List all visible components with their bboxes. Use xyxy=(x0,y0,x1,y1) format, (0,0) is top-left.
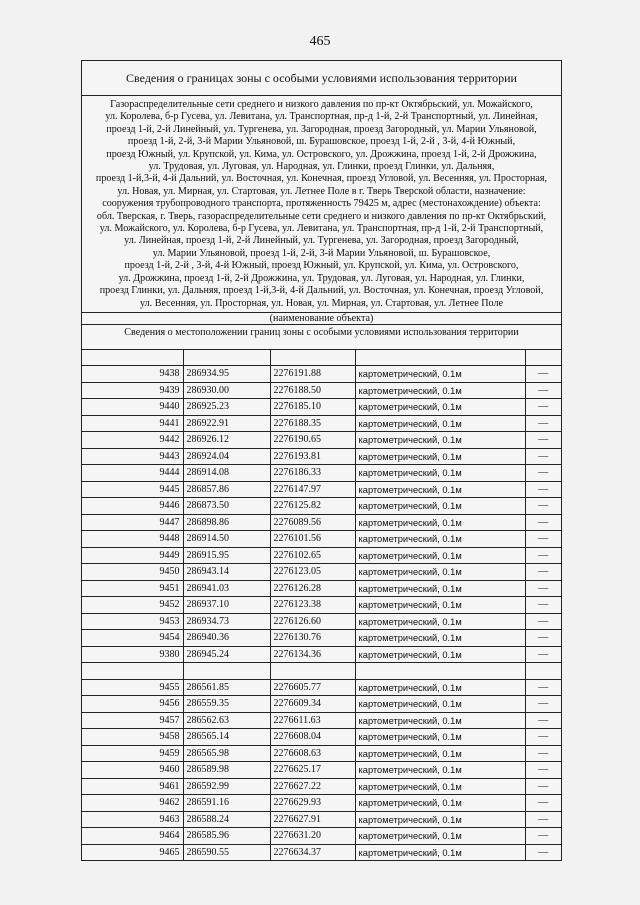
y-coordinate: 2276611.63 xyxy=(270,712,355,729)
table-row xyxy=(82,481,561,498)
x-coordinate: 286592.99 xyxy=(183,778,270,795)
x-coordinate: 286914.08 xyxy=(183,465,270,482)
x-coordinate: 286945.24 xyxy=(183,646,270,663)
point-number: 9443 xyxy=(82,448,183,465)
point-number: 9456 xyxy=(82,696,183,713)
location-title: Сведения о местоположении границ зоны с особыми условиями использования территории xyxy=(82,325,561,350)
table-row xyxy=(82,432,561,449)
x-coordinate: 286565.14 xyxy=(183,729,270,746)
y-coordinate: 2276147.97 xyxy=(270,481,355,498)
description-line: обл. Тверская, г. Тверь, газораспределительные сети среднего и низкого давления по пр-кт Октябрьский, xyxy=(96,210,547,222)
point-number: 9454 xyxy=(82,630,183,647)
point-number: 9453 xyxy=(82,613,183,630)
method-accuracy: картометрический, 0.1м xyxy=(355,679,525,696)
x-coordinate: 286941.03 xyxy=(183,580,270,597)
table-row xyxy=(82,745,561,762)
x-coordinate: 286915.95 xyxy=(183,547,270,564)
table-row xyxy=(82,712,561,729)
y-coordinate: 2276101.56 xyxy=(270,531,355,548)
y-coordinate: 2276629.93 xyxy=(270,795,355,812)
description-cell: — xyxy=(525,382,561,399)
description-line: проезд 1-й,3-й, 4-й Дальний, ул. Восточная, ул. Конечная, проезд Угловой, ул. Весенняя, ул. Просторная, xyxy=(95,173,548,185)
zone-info-frame xyxy=(81,60,562,861)
point-number: 9440 xyxy=(82,399,183,416)
table-row xyxy=(82,646,561,663)
table-row xyxy=(82,580,561,597)
x-coordinate: 286590.55 xyxy=(183,844,270,860)
x-coordinate: 286926.12 xyxy=(183,432,270,449)
empty-cell xyxy=(82,663,183,680)
description-line: проезд Южный, ул. Крупской, ул. Кима, ул. Островского, ул. Дрожжина, проезд 1-й, 2-й Дрожжина, xyxy=(106,148,537,160)
y-coordinate: 2276627.91 xyxy=(270,811,355,828)
table-row xyxy=(82,399,561,416)
description-cell: — xyxy=(525,448,561,465)
point-number: 9438 xyxy=(82,366,183,383)
table-row xyxy=(82,795,561,812)
table-row xyxy=(82,448,561,465)
y-coordinate: 2276605.77 xyxy=(270,679,355,696)
x-coordinate: 286922.91 xyxy=(183,415,270,432)
table-row xyxy=(82,613,561,630)
description-line: проезд 1-й, 2-й , 3-й, 4-й Южный, проезд Южный, ул. Крупской, ул. Кима, ул. Островского, xyxy=(124,260,519,272)
method-accuracy: картометрический, 0.1м xyxy=(355,399,525,416)
method-accuracy: картометрический, 0.1м xyxy=(355,498,525,515)
x-coordinate: 286562.63 xyxy=(183,712,270,729)
method-accuracy: картометрический, 0.1м xyxy=(355,729,525,746)
description-line: ул. Дрожжина, проезд 1-й, 2-й Дрожжина, ул. Трудовая, ул. Луговая, ул. Народная, ул. Глинки, xyxy=(118,272,525,284)
point-number: 9455 xyxy=(82,679,183,696)
y-coordinate: 2276625.17 xyxy=(270,762,355,779)
x-coordinate: 286585.96 xyxy=(183,828,270,845)
description-cell: — xyxy=(525,630,561,647)
point-number: 9380 xyxy=(82,646,183,663)
description-line: Газораспределительные сети среднего и низкого давления по пр-кт Октябрьский, ул. Можайского, xyxy=(110,99,533,110)
y-coordinate: 2276125.82 xyxy=(270,498,355,515)
empty-cell xyxy=(355,350,525,366)
table-row xyxy=(82,844,561,860)
page-number: 465 xyxy=(309,34,331,49)
x-coordinate: 286930.00 xyxy=(183,382,270,399)
table-row xyxy=(82,679,561,696)
y-coordinate: 2276123.38 xyxy=(270,597,355,614)
description-cell: — xyxy=(525,597,561,614)
description-cell: — xyxy=(525,366,561,383)
description-cell: — xyxy=(525,745,561,762)
y-coordinate: 2276608.63 xyxy=(270,745,355,762)
x-coordinate: 286914.50 xyxy=(183,531,270,548)
method-accuracy: картометрический, 0.1м xyxy=(355,795,525,812)
x-coordinate: 286925.23 xyxy=(183,399,270,416)
point-number: 9451 xyxy=(82,580,183,597)
y-coordinate: 2276609.34 xyxy=(270,696,355,713)
x-coordinate: 286591.16 xyxy=(183,795,270,812)
y-coordinate: 2276190.65 xyxy=(270,432,355,449)
point-number: 9465 xyxy=(82,844,183,860)
method-accuracy: картометрический, 0.1м xyxy=(355,811,525,828)
y-coordinate: 2276631.20 xyxy=(270,828,355,845)
point-number: 9464 xyxy=(82,828,183,845)
y-coordinate: 2276188.50 xyxy=(270,382,355,399)
method-accuracy: картометрический, 0.1м xyxy=(355,696,525,713)
empty-cell xyxy=(270,350,355,366)
x-coordinate: 286561.85 xyxy=(183,679,270,696)
point-number: 9441 xyxy=(82,415,183,432)
method-accuracy: картометрический, 0.1м xyxy=(355,448,525,465)
method-accuracy: картометрический, 0.1м xyxy=(355,778,525,795)
x-coordinate: 286934.95 xyxy=(183,366,270,383)
x-coordinate: 286857.86 xyxy=(183,481,270,498)
description-line: ул. Новая, ул. Мирная, ул. Стартовая, ул. Летнее Поле в г. Тверь Тверской области, назначение: xyxy=(117,185,526,197)
description-line: ул. Трудовая, ул. Луговая, ул. Народная, ул. Глинки, проезд Глинки, ул. Дальняя, xyxy=(148,161,495,173)
x-coordinate: 286937.10 xyxy=(183,597,270,614)
point-number: 9457 xyxy=(82,712,183,729)
object-description xyxy=(82,96,561,313)
table-row xyxy=(82,729,561,746)
empty-cell xyxy=(525,350,561,366)
point-number: 9458 xyxy=(82,729,183,746)
empty-cell xyxy=(525,663,561,680)
empty-cell xyxy=(82,350,183,366)
empty-cell xyxy=(270,663,355,680)
method-accuracy: картометрический, 0.1м xyxy=(355,745,525,762)
point-number: 9446 xyxy=(82,498,183,515)
y-coordinate: 2276130.76 xyxy=(270,630,355,647)
point-number: 9462 xyxy=(82,795,183,812)
object-name-caption: (наименование объекта) xyxy=(82,313,561,325)
description-line: проезд Глинки, ул. Дальняя, проезд 1-й,3-й, 4-й Дальний, ул. Восточная, ул. Конечная, проезд Угловой, xyxy=(99,285,544,297)
empty-cell xyxy=(355,663,525,680)
table-row xyxy=(82,531,561,548)
method-accuracy: картометрический, 0.1м xyxy=(355,646,525,663)
y-coordinate: 2276608.04 xyxy=(270,729,355,746)
empty-cell xyxy=(183,663,270,680)
empty-cell xyxy=(183,350,270,366)
description-cell: — xyxy=(525,481,561,498)
y-coordinate: 2276634.37 xyxy=(270,844,355,860)
table-row xyxy=(82,547,561,564)
point-number: 9461 xyxy=(82,778,183,795)
method-accuracy: картометрический, 0.1м xyxy=(355,597,525,614)
empty-row xyxy=(82,350,561,366)
y-coordinate: 2276134.36 xyxy=(270,646,355,663)
y-coordinate: 2276089.56 xyxy=(270,514,355,531)
point-number: 9444 xyxy=(82,465,183,482)
x-coordinate: 286924.04 xyxy=(183,448,270,465)
description-line: проезд 1-й, 2-й, 3-й Марии Ульяновой, ш. Бурашовское, проезд 1-й, 2-й , 3-й, 4-й Южный, xyxy=(127,136,516,148)
description-line: проезд 1-й, 2-й Линейный, ул. Тургенева, ул. Загородная, проезд Загородный, ул. Марии Ульяновой, xyxy=(106,123,537,135)
description-cell: — xyxy=(525,613,561,630)
y-coordinate: 2276188.35 xyxy=(270,415,355,432)
description-cell: — xyxy=(525,696,561,713)
y-coordinate: 2276126.28 xyxy=(270,580,355,597)
point-number: 9448 xyxy=(82,531,183,548)
table-row xyxy=(82,564,561,581)
method-accuracy: картометрический, 0.1м xyxy=(355,432,525,449)
point-number: 9445 xyxy=(82,481,183,498)
table-row xyxy=(82,465,561,482)
method-accuracy: картометрический, 0.1м xyxy=(355,415,525,432)
coordinates-table xyxy=(82,350,561,861)
description-cell: — xyxy=(525,514,561,531)
method-accuracy: картометрический, 0.1м xyxy=(355,828,525,845)
description-line: ул. Можайского, ул. Королева, б-р Гусева, ул. Левитана, ул. Транспортная, пр-д 1-й, 2-й Транспортный, xyxy=(99,223,544,235)
table-row xyxy=(82,366,561,383)
description-cell: — xyxy=(525,795,561,812)
table-row xyxy=(82,811,561,828)
point-number: 9442 xyxy=(82,432,183,449)
table-row xyxy=(82,828,561,845)
table-row xyxy=(82,382,561,399)
method-accuracy: картометрический, 0.1м xyxy=(355,465,525,482)
method-accuracy: картометрический, 0.1м xyxy=(355,514,525,531)
method-accuracy: картометрический, 0.1м xyxy=(355,366,525,383)
x-coordinate: 286559.35 xyxy=(183,696,270,713)
point-number: 9449 xyxy=(82,547,183,564)
point-number: 9460 xyxy=(82,762,183,779)
x-coordinate: 286565.98 xyxy=(183,745,270,762)
description-cell: — xyxy=(525,580,561,597)
table-row xyxy=(82,630,561,647)
method-accuracy: картометрический, 0.1м xyxy=(355,712,525,729)
description-cell: — xyxy=(525,415,561,432)
description-cell: — xyxy=(525,432,561,449)
method-accuracy: картометрический, 0.1м xyxy=(355,564,525,581)
description-cell: — xyxy=(525,646,561,663)
x-coordinate: 286943.14 xyxy=(183,564,270,581)
description-cell: — xyxy=(525,729,561,746)
description-line: сооружения трубопроводного транспорта, протяженность 79425 м, адрес (местонахождение) объекта: xyxy=(102,198,541,210)
point-number: 9447 xyxy=(82,514,183,531)
point-number: 9463 xyxy=(82,811,183,828)
method-accuracy: картометрический, 0.1м xyxy=(355,531,525,548)
description-cell: — xyxy=(525,399,561,416)
x-coordinate: 286873.50 xyxy=(183,498,270,515)
description-cell: — xyxy=(525,762,561,779)
description-cell: — xyxy=(525,679,561,696)
table-row xyxy=(82,514,561,531)
description-cell: — xyxy=(525,498,561,515)
method-accuracy: картометрический, 0.1м xyxy=(355,547,525,564)
x-coordinate: 286589.98 xyxy=(183,762,270,779)
y-coordinate: 2276102.65 xyxy=(270,547,355,564)
y-coordinate: 2276123.05 xyxy=(270,564,355,581)
table-row xyxy=(82,498,561,515)
description-line: ул. Линейная, проезд 1-й, 2-й Линейный, ул. Тургенева, ул. Загородная, проезд Загородный, xyxy=(124,235,519,247)
description-line: ул. Королева, б-р Гусева, ул. Левитана, ул. Транспортная, пр-д 1-й, 2-й Транспортный, ул. Линейная, xyxy=(105,111,538,123)
description-cell: — xyxy=(525,811,561,828)
description-line: ул. Весенняя, ул. Просторная, ул. Новая, ул. Мирная, ул. Стартовая, ул. Летнее Поле xyxy=(140,297,503,309)
description-line: ул. Марии Ульяновой, проезд 1-й, 2-й, 3-й Марии Ульяновой, ш. Бурашовское, xyxy=(152,247,491,259)
x-coordinate: 286934.73 xyxy=(183,613,270,630)
section-title: Сведения о границах зоны с особыми условиями использования территории xyxy=(82,61,561,96)
description-cell: — xyxy=(525,465,561,482)
method-accuracy: картометрический, 0.1м xyxy=(355,481,525,498)
method-accuracy: картометрический, 0.1м xyxy=(355,613,525,630)
empty-row xyxy=(82,663,561,680)
description-cell: — xyxy=(525,564,561,581)
y-coordinate: 2276185.10 xyxy=(270,399,355,416)
method-accuracy: картометрический, 0.1м xyxy=(355,382,525,399)
method-accuracy: картометрический, 0.1м xyxy=(355,630,525,647)
point-number: 9439 xyxy=(82,382,183,399)
x-coordinate: 286588.24 xyxy=(183,811,270,828)
method-accuracy: картометрический, 0.1м xyxy=(355,844,525,860)
table-row xyxy=(82,778,561,795)
description-cell: — xyxy=(525,547,561,564)
description-cell: — xyxy=(525,778,561,795)
point-number: 9452 xyxy=(82,597,183,614)
point-number: 9450 xyxy=(82,564,183,581)
table-row xyxy=(82,762,561,779)
method-accuracy: картометрический, 0.1м xyxy=(355,580,525,597)
table-row xyxy=(82,597,561,614)
y-coordinate: 2276186.33 xyxy=(270,465,355,482)
x-coordinate: 286898.86 xyxy=(183,514,270,531)
table-row xyxy=(82,696,561,713)
point-number: 9459 xyxy=(82,745,183,762)
description-cell: — xyxy=(525,844,561,860)
description-cell: — xyxy=(525,828,561,845)
method-accuracy: картометрический, 0.1м xyxy=(355,762,525,779)
y-coordinate: 2276193.81 xyxy=(270,448,355,465)
y-coordinate: 2276191.88 xyxy=(270,366,355,383)
y-coordinate: 2276126.60 xyxy=(270,613,355,630)
description-cell: — xyxy=(525,531,561,548)
description-cell: — xyxy=(525,712,561,729)
y-coordinate: 2276627.22 xyxy=(270,778,355,795)
x-coordinate: 286940.36 xyxy=(183,630,270,647)
table-row xyxy=(82,415,561,432)
